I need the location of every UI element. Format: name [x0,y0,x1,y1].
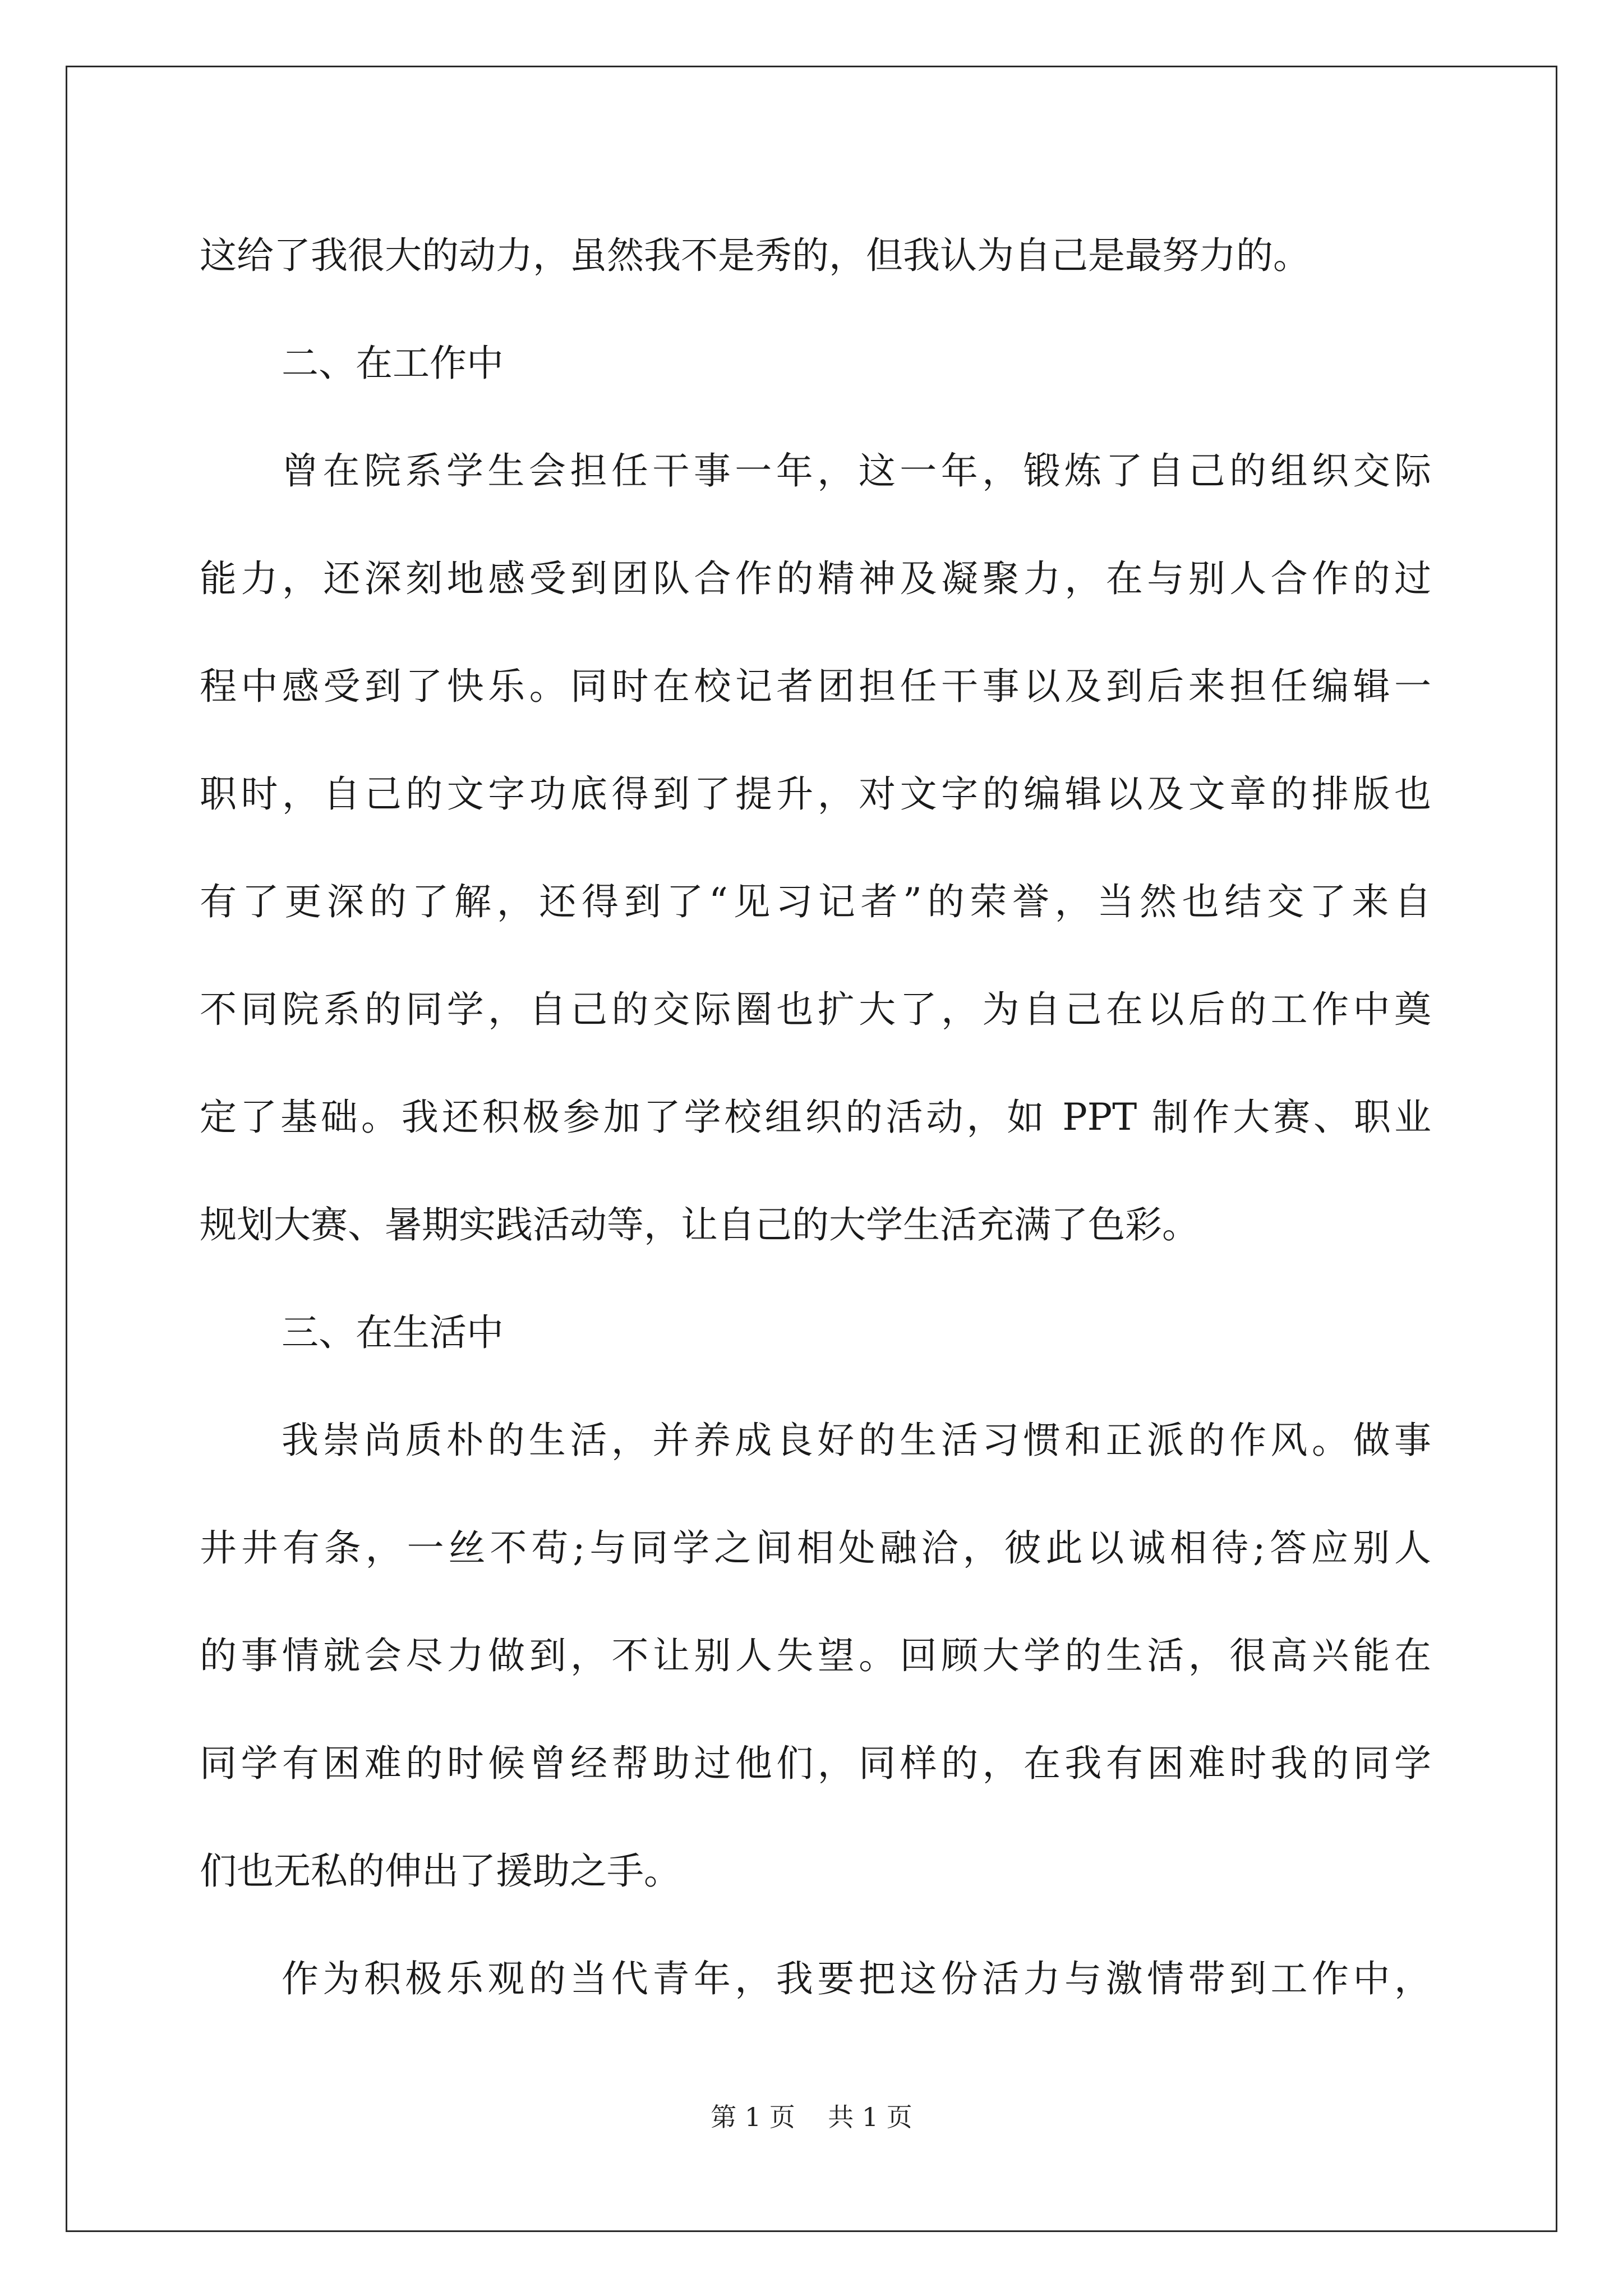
text-line: 能力，还深刻地感受到团队合作的精神及凝聚力，在与别人合作的过 [200,557,1431,600]
text-line: 规划大赛、暑期实践活动等，让自己的大学生活充满了色彩。 [200,1203,1199,1246]
text-line: 的事情就会尽力做到，不让别人失望。回顾大学的生活，很高兴能在 [200,1634,1431,1677]
text-line: 有了更深的了解，还得到了“见习记者”的荣誉，当然也结交了来自 [200,880,1431,923]
text-line: 我崇尚质朴的生活，并养成良好的生活习惯和正派的作风。做事 [282,1419,1431,1462]
text-line: 定了基础。我还积极参加了学校组织的活动，如 PPT 制作大赛、职业 [200,1096,1431,1139]
text-line: 这给了我很大的动力，虽然我不是秀的，但我认为自己是最努力的。 [200,234,1310,277]
text-line: 作为积极乐观的当代青年，我要把这份活力与激情带到工作中， [282,1957,1431,2000]
page-number-current: 第 1 页 [711,2102,795,2132]
text-line: 曾在院系学生会担任干事一年，这一年，锻炼了自己的组织交际 [282,449,1431,493]
page-footer [0,2097,1623,2134]
section-heading: 二、在工作中 [282,342,504,385]
text-line: 程中感受到了快乐。同时在校记者团担任干事以及到后来担任编辑一 [200,665,1431,708]
page-number-total: 共 1 页 [828,2102,912,2132]
text-line: 同学有困难的时候曾经帮助过他们，同样的，在我有困难时我的同学 [200,1742,1431,1785]
text-line: 们也无私的伸出了援助之手。 [200,1849,681,1893]
text-line: 不同院系的同学，自己的交际圈也扩大了，为自己在以后的工作中奠 [200,988,1431,1031]
section-heading: 三、在生活中 [282,1311,504,1354]
text-line: 井井有条，一丝不苟;与同学之间相处融洽，彼此以诚相待;答应别人 [200,1526,1431,1570]
text-line: 职时，自己的文字功底得到了提升，对文字的编辑以及文章的排版也 [200,772,1431,816]
document-body [200,202,1431,2033]
